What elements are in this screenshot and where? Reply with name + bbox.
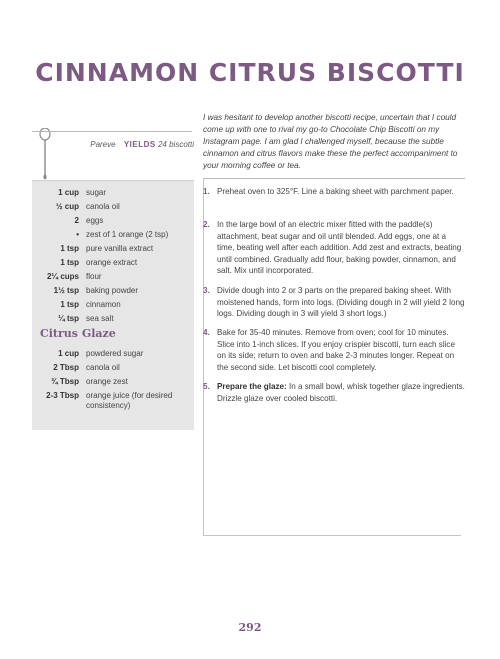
ingredient-item: canola oil bbox=[86, 202, 120, 211]
ingredient-item: powdered sugar bbox=[86, 349, 144, 358]
ingredient-qty: 2-3 Tbsp bbox=[46, 391, 79, 400]
ingredient-qty: ¾ Tbsp bbox=[50, 377, 79, 386]
intro-rule bbox=[203, 178, 465, 179]
ingredient-qty: 2 bbox=[74, 216, 79, 225]
step-text: In the large bowl of an electric mixer fitted with the paddle(s) attachment, beat sugar and oil until blended. Add eggs, one at a time, beating well after each addition. Add zest and extracts, beating until combined. Gradually add flour, baking powder, cinnamon, and salt. Mix until incorporated. bbox=[217, 220, 462, 275]
ingredient-qty: 2 Tbsp bbox=[53, 363, 79, 372]
header-rule bbox=[32, 131, 192, 132]
ingredient-qty: • bbox=[76, 230, 79, 239]
step-number: 4. bbox=[203, 328, 210, 337]
ingredient-qty: 1 cup bbox=[58, 188, 79, 197]
ingredient-item: baking powder bbox=[86, 286, 139, 295]
ingredient-qty: 1 tsp bbox=[60, 300, 79, 309]
ingredient-item: flour bbox=[86, 272, 102, 281]
ingredient-qty: 1 tsp bbox=[60, 244, 79, 253]
step-text: Bake for 35-40 minutes. Remove from oven; cool for 10 minutes. Slice into 1-inch slices. If you enjoy crispier biscotti, turn each slice on its side; return to oven and bake 2-3 minutes longer. Repeat on the second side. Let biscotti cool completely. bbox=[217, 328, 455, 372]
ingredient-item: cinnamon bbox=[86, 300, 121, 309]
ingredient-item: pure vanilla extract bbox=[86, 244, 154, 253]
ingredient-item: canola oil bbox=[86, 363, 120, 372]
step-text: Divide dough into 2 or 3 parts on the prepared baking sheet. With moistened hands, form into logs. (Dividing dough in 2 will yield 2 long logs. Dividing dough in 3 will yield 3 short logs.) bbox=[217, 286, 465, 318]
step-number: 3. bbox=[203, 286, 210, 295]
glaze-heading: Citrus Glaze bbox=[40, 327, 116, 340]
step-text-body: In a small bowl, whisk together glaze ingredients. Drizzle glaze over cooled biscotti. bbox=[217, 382, 465, 403]
pareve-label: Pareve bbox=[90, 140, 116, 149]
step-number: 5. bbox=[203, 382, 210, 391]
ingredient-qty: 1½ tsp bbox=[53, 286, 79, 295]
ingredient-item: zest of 1 orange (2 tsp) bbox=[86, 230, 169, 239]
ingredient-item: sea salt bbox=[86, 314, 114, 323]
step-number: 2. bbox=[203, 220, 210, 229]
ingredient-qty: ½ cup bbox=[55, 202, 79, 211]
recipe-intro: I was hesitant to develop another biscotti recipe, uncertain that I could come up with one to rival my go-to Chocolate Chip Biscotti on my Instagram page. I am glad I challenged myself, because the subtle cinnamon and citrus flavors make these the perfect accompaniment to your morning coffee or tea. bbox=[203, 113, 458, 170]
step-text: Preheat oven to 325°F. Line a baking sheet with parchment paper. bbox=[217, 187, 454, 196]
steps-left-rule bbox=[203, 178, 204, 536]
yields-label: YIELDS bbox=[123, 140, 156, 149]
recipe-meta bbox=[62, 140, 194, 149]
ingredient-item: eggs bbox=[86, 216, 104, 225]
ingredient-item: sugar bbox=[86, 188, 107, 197]
ingredient-item: orange extract bbox=[86, 258, 138, 267]
spoon-icon bbox=[37, 128, 53, 180]
ingredients-panel bbox=[32, 180, 194, 430]
ingredient-qty: 1 cup bbox=[58, 349, 79, 358]
page-title: CINNAMON CITRUS BISCOTTI bbox=[35, 58, 465, 87]
step-text bbox=[217, 381, 465, 404]
yields-value: 24 biscotti bbox=[157, 140, 194, 149]
ingredient-qty: 2¼ cups bbox=[46, 272, 79, 281]
ingredient-qty: ¼ tsp bbox=[58, 314, 79, 323]
ingredient-qty: 1 tsp bbox=[60, 258, 79, 267]
steps-bottom-rule bbox=[203, 535, 461, 536]
ingredient-item: orange juice (for desired consistency) bbox=[86, 391, 173, 410]
page-number: 292 bbox=[238, 621, 262, 634]
ingredient-item: orange zest bbox=[86, 377, 128, 386]
step-bold-lead: Prepare the glaze: bbox=[217, 382, 287, 391]
step-number: 1. bbox=[203, 187, 210, 196]
